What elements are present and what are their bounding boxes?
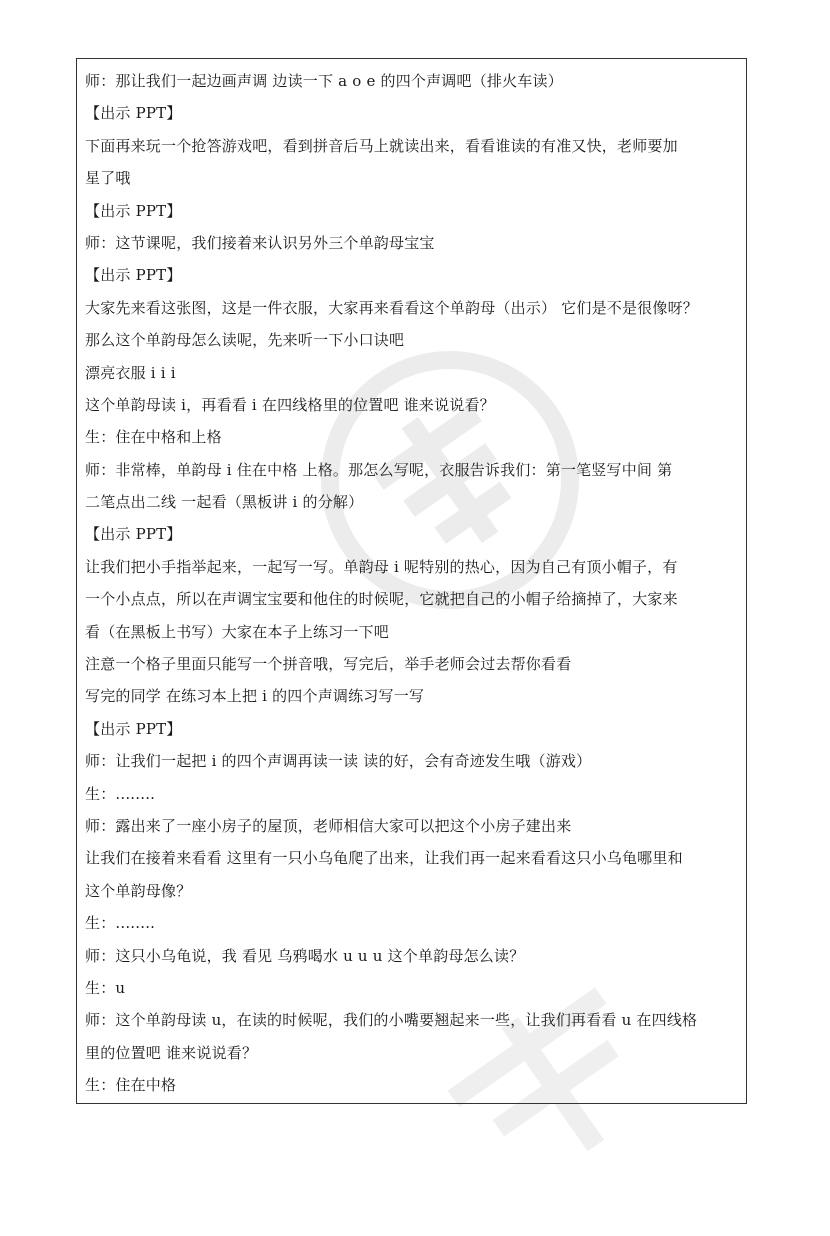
text-line: 看（在黑板上书写）大家在本子上练习一下吧	[85, 622, 390, 641]
text-line: 【出示 PPT】	[85, 266, 182, 285]
text-line: 星了哦	[85, 169, 131, 188]
text-line: 写完的同学 在练习本上把 i 的四个声调练习写一写	[85, 687, 425, 706]
text-line: 漂亮衣服 i i i	[85, 363, 176, 382]
text-line: 下面再来玩一个抢答游戏吧，看到拼音后马上就读出来，看看谁读的有准又快，老师要加	[85, 136, 678, 155]
text-line: 生：住在中格	[85, 1076, 177, 1095]
text-line: 生：........	[85, 784, 156, 803]
text-line: 生：住在中格和上格	[85, 428, 222, 447]
text-line: 师：非常棒，单韵母 i 住在中格 上格。那怎么写呢，衣服告诉我们：第一笔竖写中间 第	[85, 460, 673, 479]
text-line: 让我们把小手指举起来，一起写一写。单韵母 i 呢特别的热心，因为自己有顶小帽子，有	[85, 557, 678, 576]
text-line: 一个小点点，所以在声调宝宝要和他住的时候呢，它就把自己的小帽子给摘掉了，大家来	[85, 590, 678, 609]
document-body	[85, 65, 745, 1102]
text-line: 【出示 PPT】	[85, 104, 182, 123]
text-line: 师：那让我们一起边画声调 边读一下 a o e 的四个声调吧（排火车读）	[85, 72, 563, 90]
text-line: 师：这个单韵母读 u，在读的时候呢，我们的小嘴要翘起来一些，让我们再看看 u 在四线格	[85, 1011, 698, 1030]
text-line: 生：u	[85, 978, 126, 997]
text-line: 师：这节课呢，我们接着来认识另外三个单韵母宝宝	[85, 233, 435, 252]
text-line: 师：这只小乌龟说，我 看见 乌鸦喝水 u u u 这个单韵母怎么读？	[85, 946, 525, 965]
text-line: 注意一个格子里面只能写一个拼音哦，写完后，举手老师会过去帮你看看	[85, 655, 572, 674]
text-line: 师：让我们一起把 i 的四个声调再读一读 读的好，会有奇迹发生哦（游戏）	[85, 752, 592, 771]
text-line: 让我们在接着来看看 这里有一只小乌龟爬了出来，让我们再一起来看看这只小乌龟哪里和	[85, 849, 683, 868]
text-line: 【出示 PPT】	[85, 525, 182, 544]
text-line: 师：露出来了一座小房子的屋顶，老师相信大家可以把这个小房子建出来	[85, 816, 572, 835]
text-line: 那么这个单韵母怎么读呢，先来听一下小口诀吧	[85, 331, 405, 350]
text-line: 生：........	[85, 914, 156, 933]
text-line: 大家先来看这张图，这是一件衣服，大家再来看看这个单韵母（出示） 它们是不是很像呀？	[85, 298, 698, 317]
text-line: 【出示 PPT】	[85, 201, 182, 220]
text-line: 里的位置吧 谁来说说看？	[85, 1043, 258, 1062]
text-line: 【出示 PPT】	[85, 719, 182, 738]
text-line: 这个单韵母像？	[85, 881, 192, 900]
text-line: 二笔点出二线 一起看（黑板讲 i 的分解）	[85, 493, 364, 512]
text-line: 这个单韵母读 i，再看看 i 在四线格里的位置吧 谁来说说看？	[85, 395, 495, 414]
